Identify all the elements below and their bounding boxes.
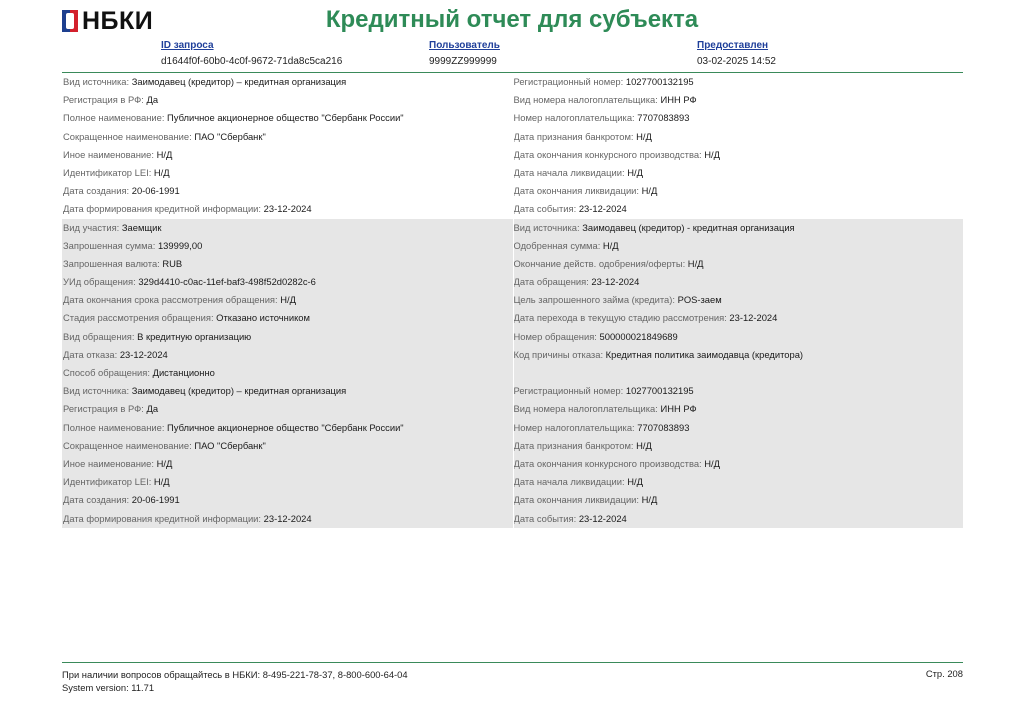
table-row — [62, 91, 963, 109]
field-label: Дата обращения: — [513, 276, 589, 288]
left-cell — [62, 382, 513, 400]
footer-divider — [62, 662, 963, 663]
table-row — [62, 255, 963, 273]
field-label: Идентификатор LEI: — [63, 476, 152, 488]
right-cell — [513, 182, 964, 200]
field-label: Запрошенная сумма: — [63, 239, 156, 251]
left-cell — [62, 255, 513, 273]
field-label: Вид источника: — [513, 221, 580, 233]
field-value: 7707083893 — [637, 112, 690, 124]
right-cell — [513, 419, 964, 437]
left-cell — [62, 437, 513, 455]
right-cell — [513, 346, 964, 364]
contact-text: При наличии вопросов обращайтесь в НБКИ: 8-495-221-78-37, 8-800-600-64-04 — [62, 669, 408, 680]
field-value: ПАО "Сбербанк" — [194, 130, 266, 142]
field-value: Н/Д — [687, 257, 704, 269]
right-cell — [513, 455, 964, 473]
field-label: Идентификатор LEI: — [63, 166, 152, 178]
field-value: 500000021849689 — [599, 330, 678, 342]
field-label: Регистрация в РФ: — [63, 94, 144, 106]
field-label: Регистрация в РФ: — [63, 403, 144, 415]
field-value: 23-12-2024 — [263, 203, 312, 215]
footer-contact — [62, 668, 408, 694]
field-label: Дата события: — [513, 203, 577, 215]
table-row — [62, 73, 963, 91]
field-label: Номер налогоплательщика: — [513, 421, 635, 433]
field-value: Н/Д — [641, 494, 658, 506]
table-row — [62, 491, 963, 509]
field-value: 23-12-2024 — [578, 203, 627, 215]
field-value: Н/Д — [627, 166, 643, 178]
left-cell — [62, 73, 513, 91]
field-value: Н/Д — [627, 476, 643, 488]
field-value: Н/Д — [636, 130, 652, 142]
field-value: Н/Д — [602, 239, 619, 251]
field-value: Н/Д — [704, 148, 720, 160]
right-cell — [513, 91, 964, 109]
right-cell — [513, 146, 964, 164]
table-row — [62, 309, 963, 327]
field-label: Дата формирования кредитной информации: — [63, 512, 262, 524]
left-cell — [62, 291, 513, 309]
left-cell — [62, 309, 513, 327]
field-label: Полное наименование: — [63, 112, 165, 124]
field-value: Н/Д — [153, 166, 170, 178]
left-cell — [62, 455, 513, 473]
field-value: Заимодавец (кредитор) – кредитная организация — [131, 76, 347, 87]
field-value: Н/Д — [156, 148, 173, 160]
table-row — [62, 128, 963, 146]
field-label: Дата окончания ликвидации: — [513, 185, 640, 197]
field-value: POS-заем — [677, 294, 722, 306]
right-cell — [513, 255, 964, 273]
right-cell — [513, 237, 964, 255]
system-version: System version: 11.71 — [62, 682, 155, 693]
field-label: Дата события: — [513, 512, 577, 524]
provided-label: Предоставлен — [697, 40, 769, 51]
field-value: 1027700132195 — [625, 385, 694, 397]
field-label: Иное наименование: — [63, 148, 154, 160]
field-label: Номер обращения: — [513, 330, 597, 342]
field-label: Дата отказа: — [63, 348, 118, 360]
field-value: Заимодавец (кредитор) - кредитная организация — [582, 221, 795, 233]
field-label: Дата создания: — [63, 185, 130, 197]
table-row — [62, 400, 963, 418]
left-cell — [62, 273, 513, 291]
user-value: 9999ZZ999999 — [429, 56, 497, 67]
table-row — [62, 182, 963, 200]
field-value: Да — [146, 403, 159, 415]
right-cell — [513, 309, 964, 327]
right-cell — [513, 400, 964, 418]
field-label: Регистрационный номер: — [513, 76, 624, 87]
field-value: Н/Д — [280, 294, 296, 306]
field-label: Код причины отказа: — [513, 348, 604, 360]
request-id-value: d1644f0f-60b0-4c0f-9672-71da8c5ca216 — [161, 56, 343, 67]
right-cell — [513, 73, 964, 91]
field-value: Н/Д — [636, 439, 652, 451]
field-value: Да — [146, 94, 159, 106]
field-value: 139999,00 — [157, 239, 203, 251]
table-row — [62, 291, 963, 309]
field-label: Стадия рассмотрения обращения: — [63, 312, 214, 324]
table-row — [62, 273, 963, 291]
provided-block — [697, 40, 776, 67]
field-label: Сокращенное наименование: — [63, 130, 192, 142]
left-cell — [62, 510, 513, 528]
provided-value: 03-02-2025 14:52 — [697, 56, 776, 67]
right-cell — [513, 219, 964, 237]
table-row — [62, 200, 963, 218]
table-row — [62, 437, 963, 455]
right-cell — [513, 510, 964, 528]
right-cell — [513, 273, 964, 291]
field-label: Вид обращения: — [63, 330, 135, 342]
left-cell — [62, 328, 513, 346]
right-cell — [513, 164, 964, 182]
field-label: Дата признания банкротом: — [513, 439, 634, 451]
field-value: Н/Д — [156, 457, 173, 469]
field-value: Дистанционно — [152, 367, 215, 378]
field-label: Дата признания банкротом: — [513, 130, 634, 142]
field-value: 23-12-2024 — [729, 312, 778, 324]
left-cell — [62, 91, 513, 109]
field-label: Дата начала ликвидации: — [513, 476, 625, 488]
field-value: 7707083893 — [637, 421, 690, 433]
left-cell — [62, 128, 513, 146]
field-label: Дата окончания ликвидации: — [513, 494, 640, 506]
left-cell — [62, 491, 513, 509]
right-cell — [513, 291, 964, 309]
field-value: 23-12-2024 — [591, 276, 640, 288]
table-row — [62, 109, 963, 127]
field-label: Регистрационный номер: — [513, 385, 624, 397]
left-cell — [62, 182, 513, 200]
field-label: Способ обращения: — [63, 367, 150, 378]
field-value: Н/Д — [704, 457, 720, 469]
left-cell — [62, 109, 513, 127]
field-label: Сокращенное наименование: — [63, 439, 192, 451]
right-cell — [513, 364, 964, 382]
right-cell — [513, 128, 964, 146]
left-cell — [62, 400, 513, 418]
field-value: 23-12-2024 — [578, 512, 627, 524]
table-row — [62, 510, 963, 528]
request-id-label: ID запроса — [161, 40, 214, 51]
table-row — [62, 346, 963, 364]
left-cell — [62, 200, 513, 218]
field-label: Одобренная сумма: — [513, 239, 601, 251]
request-id-block — [161, 40, 342, 67]
right-cell — [513, 200, 964, 218]
right-cell — [513, 491, 964, 509]
left-cell — [62, 473, 513, 491]
field-value: Н/Д — [641, 185, 658, 197]
table-row — [62, 455, 963, 473]
field-label: Вид номера налогоплательщика: — [513, 94, 658, 106]
field-label: Цель запрошенного займа (кредита): — [513, 294, 675, 306]
field-value: 23-12-2024 — [119, 348, 168, 360]
left-cell — [62, 219, 513, 237]
table-row — [62, 164, 963, 182]
field-value: Публичное акционерное общество "Сбербанк России" — [167, 421, 404, 433]
table-row — [62, 419, 963, 437]
field-label: Вид источника: — [63, 76, 130, 87]
field-label: Вид номера налогоплательщика: — [513, 403, 658, 415]
field-label: Дата перехода в текущую стадию рассмотрения: — [513, 312, 727, 324]
page-title: Кредитный отчет для субъекта — [325, 6, 699, 33]
user-label: Пользователь — [429, 40, 500, 51]
field-value: 20-06-1991 — [131, 185, 180, 197]
field-label: Иное наименование: — [63, 457, 154, 469]
table-row — [62, 219, 963, 237]
field-label: Дата окончания конкурсного производства: — [513, 148, 702, 160]
table-row — [62, 382, 963, 400]
table-row — [62, 328, 963, 346]
field-value: Н/Д — [153, 476, 170, 488]
right-cell — [513, 328, 964, 346]
field-label: УИд обращения: — [63, 276, 136, 288]
right-cell — [513, 109, 964, 127]
table-row — [62, 364, 963, 382]
field-value: Заимодавец (кредитор) – кредитная организация — [131, 385, 347, 397]
field-value: Публичное акционерное общество "Сбербанк России" — [167, 112, 404, 124]
field-label: Дата создания: — [63, 494, 130, 506]
left-cell — [62, 164, 513, 182]
field-value: 329d4410-c0ac-11ef-baf3-498f52d0282c-6 — [138, 276, 316, 288]
user-block — [429, 40, 500, 67]
field-value: 23-12-2024 — [263, 512, 312, 524]
field-label: Дата начала ликвидации: — [513, 166, 625, 178]
field-label: Запрошенная валюта: — [63, 257, 160, 269]
left-cell — [62, 364, 513, 382]
page-number: Стр. 208 — [925, 668, 963, 679]
report-table — [62, 73, 963, 528]
field-value: RUB — [162, 257, 183, 269]
left-cell — [62, 237, 513, 255]
field-value: Кредитная политика заимодавца (кредитора) — [605, 348, 804, 360]
field-label: Вид участия: — [63, 221, 120, 233]
field-label: Полное наименование: — [63, 421, 165, 433]
right-cell — [513, 473, 964, 491]
right-cell — [513, 382, 964, 400]
field-label: Вид источника: — [63, 385, 130, 397]
table-row — [62, 146, 963, 164]
field-label: Номер налогоплательщика: — [513, 112, 635, 124]
field-value: В кредитную организацию — [137, 330, 252, 342]
field-value: Отказано источником — [216, 312, 310, 324]
left-cell — [62, 346, 513, 364]
left-cell — [62, 146, 513, 164]
field-value: ПАО "Сбербанк" — [194, 439, 266, 451]
field-value: ИНН РФ — [660, 403, 697, 415]
field-value: Заемщик — [121, 221, 162, 233]
field-value: 20-06-1991 — [131, 494, 180, 506]
right-cell — [513, 437, 964, 455]
field-label: Дата окончания срока рассмотрения обращения: — [63, 294, 278, 306]
table-row — [62, 237, 963, 255]
field-label: Окончание действ. одобрения/оферты: — [513, 257, 686, 269]
field-label: Дата формирования кредитной информации: — [63, 203, 262, 215]
left-cell — [62, 419, 513, 437]
table-row — [62, 473, 963, 491]
field-value: ИНН РФ — [660, 94, 697, 106]
field-value: 1027700132195 — [625, 76, 694, 87]
field-label: Дата окончания конкурсного производства: — [513, 457, 702, 469]
logo-text: НБКИ — [82, 6, 154, 35]
